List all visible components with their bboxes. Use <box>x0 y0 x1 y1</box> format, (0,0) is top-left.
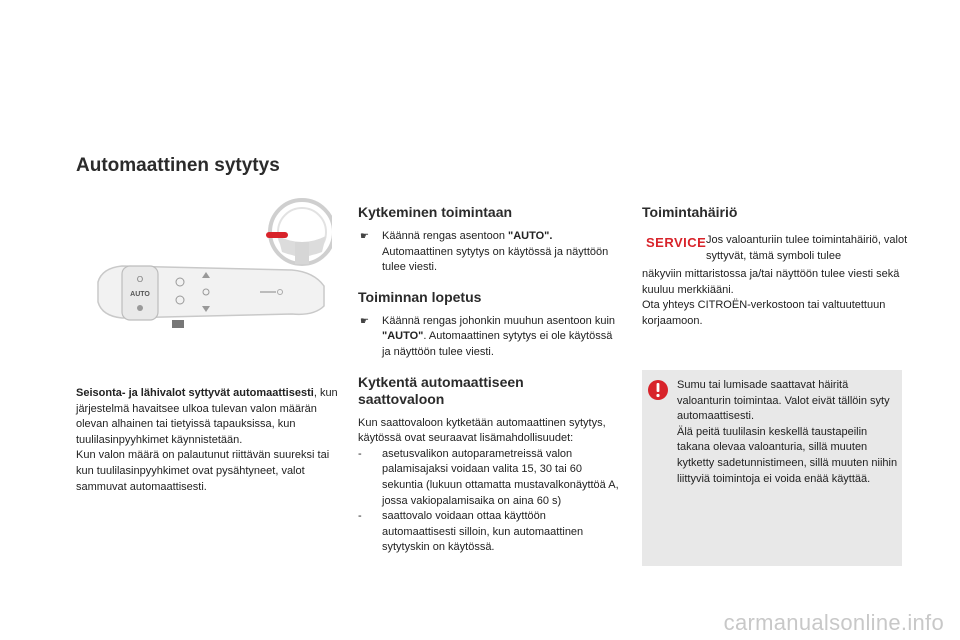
pointing-hand-icon: ☛ <box>360 315 369 327</box>
pointing-hand-icon: ☛ <box>360 231 369 242</box>
fault-text-rest: näkyviin mittaristossa ja/tai näyttöön tulee viesti sekä kuuluu merkkiääni. <box>642 268 900 296</box>
watermark: carmanualsonline.info <box>723 610 944 635</box>
deactivation-text-bold: "AUTO" <box>382 330 424 343</box>
fault-row <box>642 233 908 267</box>
activation-text-bold: "AUTO". <box>508 230 553 242</box>
note-p2: Älä peitä tuulilasin keskellä taustapeilin takana olevaa valoanturia, sillä muuten kytketty sadetunnistimeen, sillä muuten niihin liittyviä toimintoja ei voida enää käyttää. <box>677 425 898 485</box>
note-p1: Sumu tai lumisade saattavat häiritä valoanturin toimintaa. Valot eivät tällöin syty automaattisesti. <box>677 379 890 423</box>
dash-mark: - <box>358 510 362 523</box>
fault-heading: Toimintahäiriö <box>642 204 738 220</box>
follow-me-item <box>358 509 620 556</box>
activation-text-post: Automaattinen sytytys on käytössä ja näyttöön tulee viesti. <box>382 245 609 274</box>
follow-me-heading-line2: saattovaloon <box>358 390 445 407</box>
fault-text-first: Jos valoanturiin tulee toimintahäiriö, valot syttyvät, tämä symboli tulee <box>706 234 908 262</box>
activation-heading: Kytkeminen toimintaan <box>358 204 513 220</box>
light-stalk <box>98 266 324 328</box>
svg-text:O: O <box>136 275 144 284</box>
stalk-position-marker <box>266 232 288 238</box>
fault-text-contact: Ota yhteys CITROËN-verkostoon tai valtuutettuun korjaamoon. <box>642 299 886 327</box>
activation-text-pre: Käännä rengas asentoon <box>382 230 508 242</box>
deactivation-text-pre: Käännä rengas johonkin muuhun asentoon kuin <box>382 314 616 327</box>
dash-mark: - <box>358 447 362 460</box>
intro-lead: Seisonta- ja lähivalot syttyvät automaattisesti <box>76 387 314 399</box>
activation-step <box>358 229 620 276</box>
deactivation-text-post: . Automaattinen sytytys ei ole käytössä ja näyttöön tulee viesti. <box>382 330 613 358</box>
warning-icon <box>646 378 670 402</box>
auto-ring-label: AUTO <box>130 291 150 298</box>
intro-text <box>76 386 346 495</box>
deactivation-step <box>358 314 620 361</box>
service-warning-icon: SERVICE <box>646 235 707 250</box>
middle-column <box>358 204 620 556</box>
follow-me-heading <box>358 374 620 408</box>
follow-me-intro: Kun saattovaloon kytketään automaattinen sytytys, käytössä ovat seuraavat lisämahdollisuudet: <box>358 416 606 445</box>
intro-p1: kun järjestelmä havaitsee ulkoa tulevan valon määrän olevan alhainen tai tietyissä tapauksissa, kun tuulilasinpyyhkimet käynnistetään. <box>76 387 338 446</box>
follow-me-item <box>358 447 620 509</box>
follow-me-heading-line1: Kytkentä automaattiseen <box>358 373 524 390</box>
follow-me-item-text: saattovalo voidaan ottaa käyttöön automaattisesti silloin, kun automaattinen sytytyskin on käytössä. <box>382 510 584 554</box>
follow-me-item-text: asetusvalikon autoparametreissä valon palamisajaksi voidaan valita 15, 30 tai 60 sekuntia (lukuun ottamatta mustavalkonäyttöä A, jossa vakiopalamisaika on aina 60 s) <box>382 447 619 507</box>
note-text <box>677 378 899 487</box>
light-stalk-illustration <box>92 196 332 346</box>
page-title: Automaattinen sytytys <box>76 155 280 176</box>
right-column <box>642 204 908 329</box>
intro-lead-comma: , <box>313 387 317 399</box>
intro-p2: Kun valon määrä on palautunut riittävän suureksi tai kun tuulilasinpyyhkimet ovat pysähtyneet, valot sammuvat automaattisesti. <box>76 449 330 493</box>
deactivation-heading: Toiminnan lopetus <box>358 288 482 305</box>
